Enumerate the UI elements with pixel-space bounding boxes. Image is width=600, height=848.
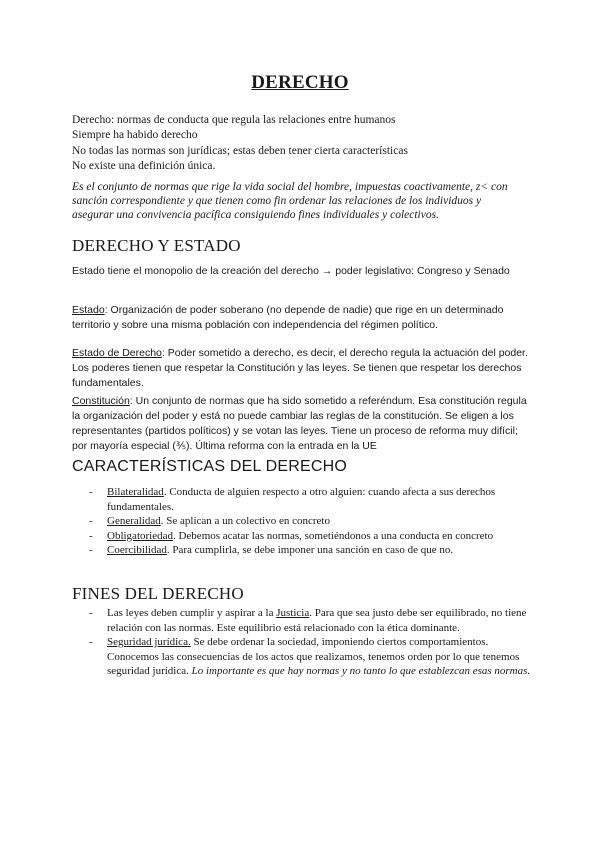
- fines-list: [72, 606, 532, 679]
- list-item: [72, 606, 532, 635]
- list-item-text: . Para que sea justo debe ser equilibrado, no tiene relación con las normas. Este equilibrio está relacionado con la ética dominante.: [107, 607, 527, 634]
- intro-line: Derecho: normas de conducta que regula las relaciones entre humanos: [72, 114, 396, 126]
- estado-term: Estado: [72, 304, 105, 316]
- list-item-term: Bilateralidad: [107, 486, 164, 498]
- list-item-term: Obligatoriedad: [107, 529, 173, 542]
- list-item: [72, 543, 532, 558]
- list-item-term: Seguridad jurídica.: [107, 636, 191, 648]
- list-item-text: . Debemos acatar las normas, sometiéndonos a una conducta en concreto: [172, 529, 494, 542]
- list-item-italic-text: Lo importante es que hay normas y no tanto lo que establezcan esas normas.: [188, 665, 531, 677]
- list-item: [72, 529, 532, 544]
- constitucion-definition: : Un conjunto de normas que ha sido sometido a referéndum. Esa constitución regula la organización del poder y está no puede cambiar las reglas de la constitución. Se eligen a los representantes (partidos políticos) y se votan las leyes. Tiene un proceso de reforma muy difícil; por mayoría especial (⅗). Última reforma con la entrada en la UE: [72, 395, 527, 452]
- list-item-term: Coercibilidad: [107, 544, 167, 556]
- intro-block: [72, 113, 532, 174]
- constitucion-term: Constitución: [72, 395, 130, 407]
- intro-line: No todas las normas son jurídicas; estas deben tener cierta características: [72, 144, 408, 157]
- estado-paragraph: [72, 303, 532, 333]
- bullet-dash: -: [89, 486, 93, 498]
- estado-derecho-term: Estado de Derecho: [72, 347, 162, 359]
- section-heading-caracteristicas: CARACTERÍSTICAS DEL DERECHO: [72, 458, 348, 475]
- list-item-text: Se debe ordenar la sociedad, imponiendo ciertos comportamientos. Conocemos las consecuencias de los actos que realizamos, tenemos orden por lo que tenemos seguridad jurídica.: [107, 636, 520, 677]
- list-item: [72, 635, 532, 679]
- caracteristicas-list: [72, 485, 532, 558]
- monopolio-paragraph: Estado tiene el monopolio de la creación del derecho → poder legislativo: Congreso y Senado: [72, 265, 510, 277]
- list-item: [72, 514, 532, 529]
- list-item: [72, 485, 532, 514]
- constitucion-paragraph: [72, 394, 532, 454]
- list-item-text: Las leyes deben cumplir y aspirar a la: [107, 607, 277, 619]
- bullet-dash: -: [89, 515, 93, 527]
- bullet-dash: -: [89, 607, 93, 619]
- list-item-text: . Se aplican a un colectivo en concreto: [160, 515, 330, 527]
- bullet-dash: -: [89, 529, 93, 542]
- section-heading-fines: FINES DEL DERECHO: [72, 584, 244, 603]
- section-heading-derecho-estado: DERECHO Y ESTADO: [72, 236, 241, 255]
- estado-derecho-paragraph: [72, 346, 532, 391]
- list-item-text: . Para cumplirla, se debe imponer una sanción en caso de que no.: [166, 544, 454, 556]
- list-item-term: Justicia: [276, 607, 310, 619]
- intro-line: Siempre ha habido derecho: [72, 129, 198, 142]
- bullet-dash: -: [89, 636, 93, 648]
- estado-definition: : Organización de poder soberano (no depende de nadie) que rige en un determinado territorio y sobre una misma población con independencia del régimen político.: [72, 304, 504, 331]
- definition-paragraph: Es el conjunto de normas que rige la vida social del hombre, impuestas coactivamente, z< con sanción correspondiente y que tienen como fin ordenar las relaciones de los individuos y asegurar una convivencia pacífica consiguiendo fines individuales y colectivos.: [72, 181, 508, 221]
- estado-derecho-definition: : Poder sometido a derecho, es decir, el derecho regula la actuación del poder. Los poderes tienen que respetar la Constitución y las leyes. Se tienen que respetar los derechos fundamentales.: [72, 347, 528, 389]
- intro-line: No existe una definición única.: [72, 159, 216, 172]
- list-item-text: . Conducta de alguien respecto a otro alguien: cuando afecta a sus derechos fundamentales.: [107, 486, 496, 513]
- page-title: DERECHO: [251, 72, 349, 93]
- bullet-dash: -: [89, 544, 93, 556]
- list-item-term: Generalidad: [107, 515, 161, 527]
